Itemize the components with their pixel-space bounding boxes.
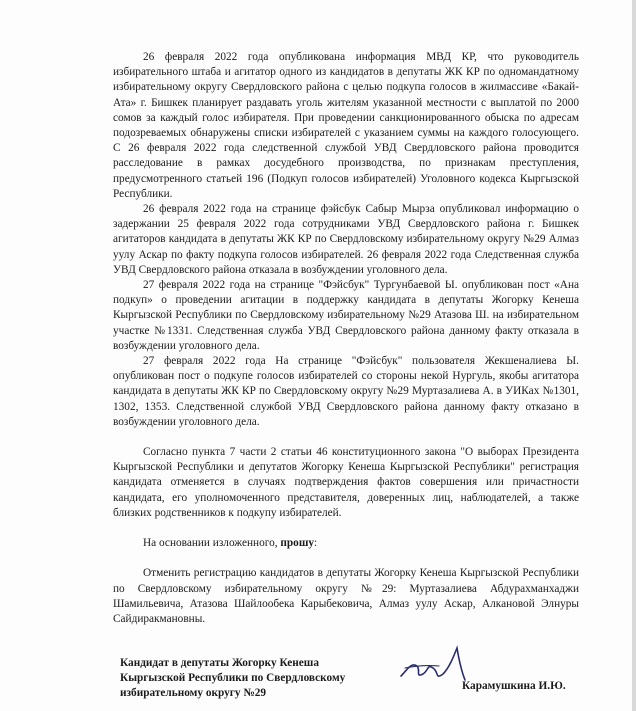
signature-line-2: Кыргызской Республики по Свердловскому: [120, 672, 346, 684]
signatory-name: Карамушкина И.Ю.: [462, 680, 566, 692]
legal-basis-paragraph: Согласно пункта 7 части 2 статьи 46 конституционного закона "О выборах Президента Кыргызской Республики и депутатов Жогорку Кенеша Кыргызской Республики" регистрация кандидата отменяется в случаях подтверждения фактов совершения или причастности кандидата, его уполномоченного представителя, доверенных лиц, наблюдателей, а также близких родственников к подкупу избирателей.: [113, 446, 579, 519]
paragraph-1: 26 февраля 2022 года опубликована информация МВД КР, что руководитель избирательного штаба и агитатор одного из кандидатов в депутаты ЖК КР по одномандатному избирательному округу Свердловского района с целью подкупа голосов в жилмассиве «Бакай-Ата» г. Бишкек планирует раздавать уголь жителям указанной местности с выплатой по 2000 сомов за каждый голос избирателя. При проведении санкционированного обыска по адресам подозреваемых обнаружены списки избирателей с указанием суммы на каждого голосующего. С 26 февраля 2022 года следственной службой УВД Свердловского района проводится расследование в рамках досудебного производства, по признакам преступления, предусмотренного статьей 196 (Подкуп голосов избирателей) Уголовного кодекса Кыргызской Республики.: [113, 51, 579, 200]
request-colon: :: [314, 537, 318, 550]
request-line: [113, 536, 579, 551]
document-body: [113, 50, 579, 627]
signature-line-1: Кандидат в депутаты Жогорку Кенеша: [120, 657, 319, 669]
signature-block: [120, 656, 360, 701]
paragraph-3: 27 февраля 2022 года на странице "Фэйсбук" Тургунбаевой Ы. опубликован пост «Ана подкуп» о проведении агитации в поддержку кандидата в депутаты Жогорку Кенеша Кыргызской Республики по Свердловскому избирательному №29 Атазова Ш. на избирательном участке №1331. Следственная служба УВД Свердловского района данному факту отказала в возбуждении уголовного дела.: [113, 279, 579, 352]
spacer: [113, 521, 579, 536]
paragraph-2: 26 февраля 2022 года на странице фэйсбук Сабыр Мырза опубликовал информацию о задержании 25 февраля 2022 года сотрудниками УВД Свердловского района г. Бишкек агитаторов кандидата в депутаты ЖК КР по Свердловскому избирательному округу №29 Алмаз уулу Аскар по факту подкупа голосов избирателей. 26 февраля 2022 года Следственная служба УВД Свердловского района отказала в возбуждении уголовного дела.: [113, 203, 579, 276]
request-word: прошу: [280, 537, 315, 550]
paragraph-4: 27 февраля 2022 года На странице "Фэйсбук" пользователя Жекшеналиева Ы. опубликован пост о подкупе голосов избирателей со стороны некой Нургуль, якобы агитатора кандидата в депутаты ЖК КР по Свердловскому округу №29 Муртазалиева А. в УИКах №1301, 1302, 1353. Следственной службой УВД Свердловского района данному факту отказано в возбуждении уголовного дела.: [113, 355, 579, 428]
signature-line-3: избирательному округу №29: [120, 687, 267, 699]
page-edge: [632, 0, 636, 711]
demand-paragraph: Отменить регистрацию кандидатов в депутаты Жогорку Кенеша Кыргызской Республики по Свердловскому избирательному округу №29: Муртазалиева Абдурахманхаджи Шамильевича, Атазова Шайлообека Карыбековича, Алмаз уулу Аскар, Алкановой Элнуры Сайдиракмановны.: [113, 567, 579, 625]
spacer: [113, 430, 579, 445]
spacer: [113, 551, 579, 566]
request-lead: На основании изложенного,: [143, 537, 281, 550]
